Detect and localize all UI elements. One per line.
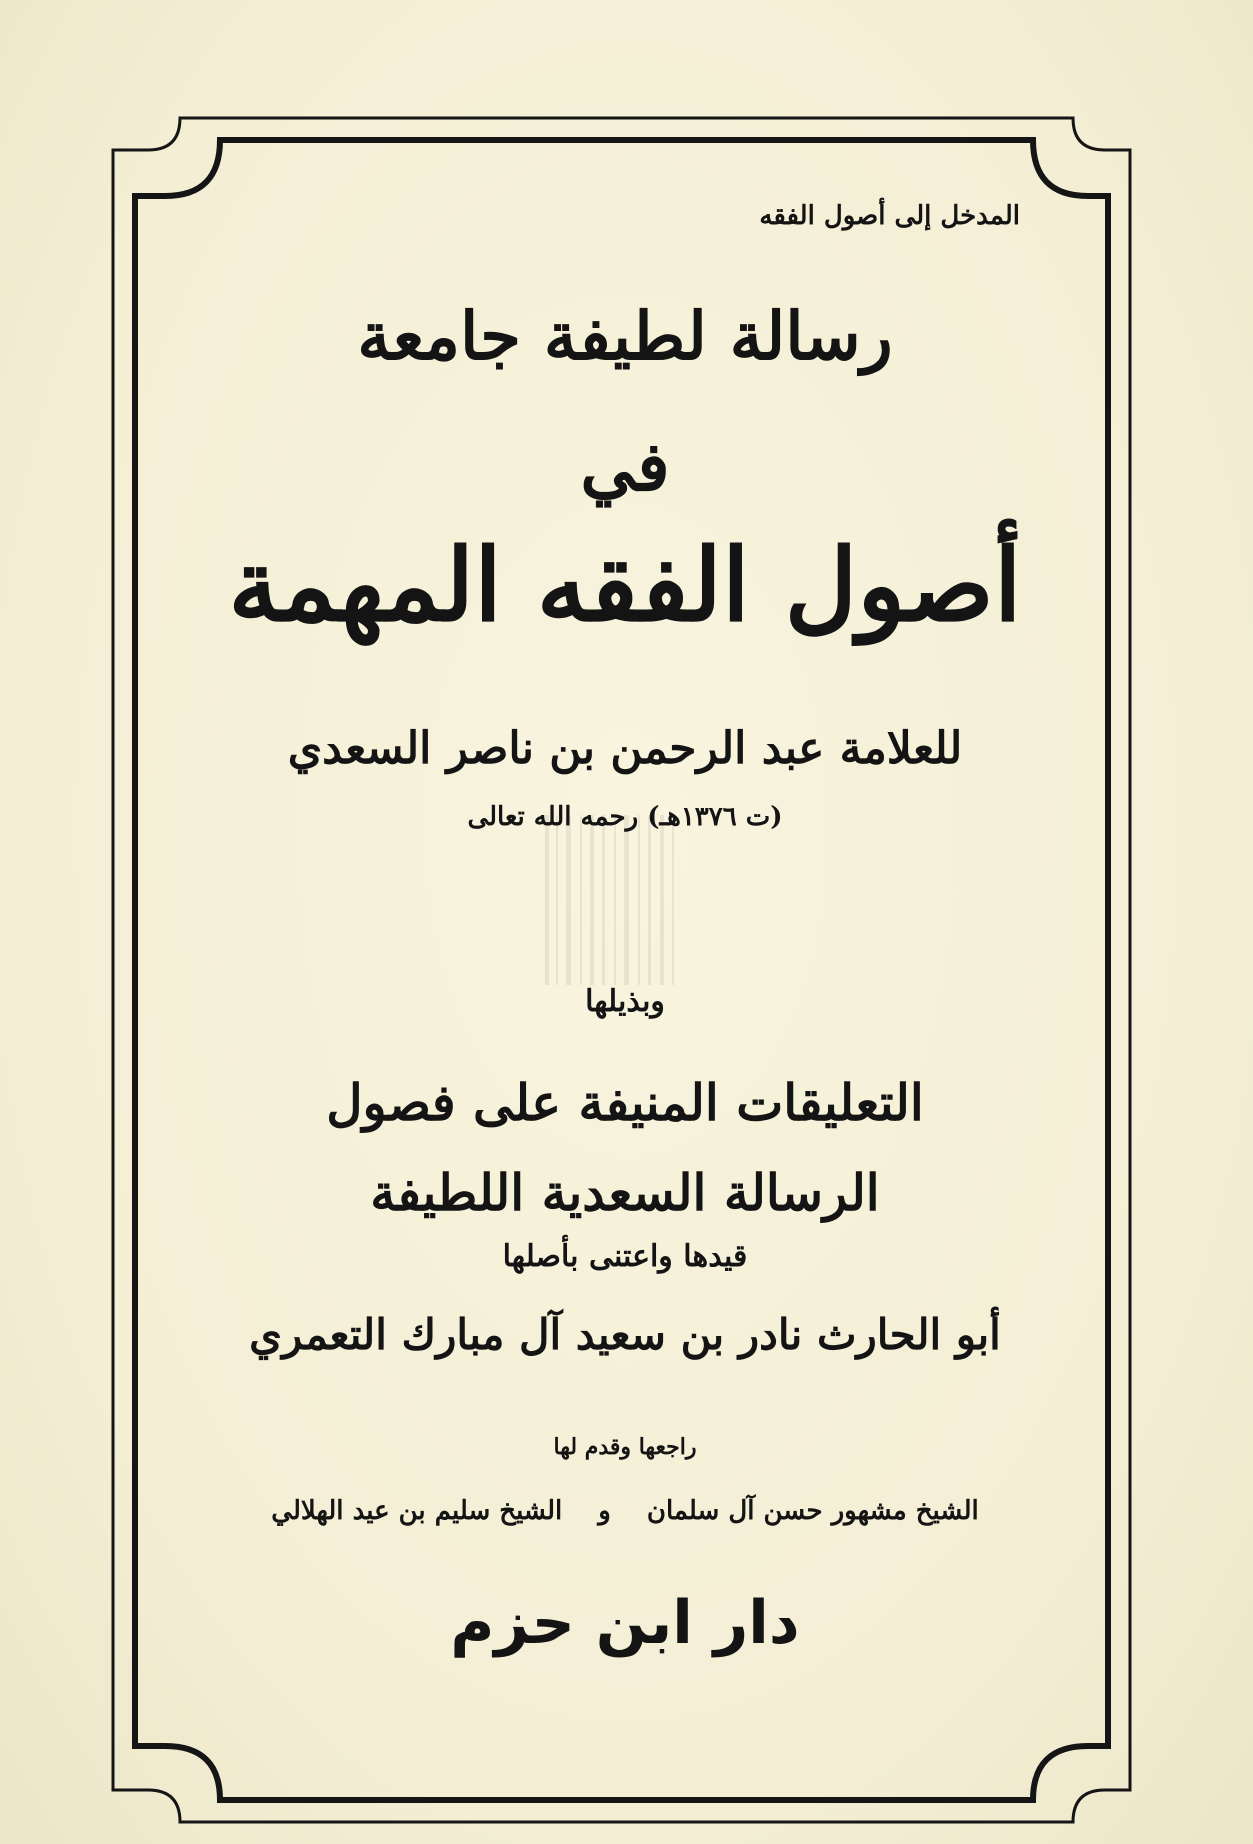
reviewer-1: الشيخ مشهور حسن آل سلمان [646, 1496, 979, 1526]
cover-text-block [200, 180, 1050, 1700]
subtitle-line-2: الرسالة السعدية اللطيفة [370, 1163, 880, 1222]
title-line-2: في [580, 427, 670, 507]
reviewers [200, 1497, 1050, 1526]
reviewed-label: راجعها وقدم لها [553, 1434, 697, 1460]
reviewer-2: الشيخ سليم بن عيد الهلالي [271, 1496, 563, 1526]
author-name: للعلامة عبد الرحمن بن ناصر السعدي [287, 723, 963, 774]
main-title: أصول الفقه المهمة [228, 526, 1022, 644]
title-line-1: رسالة لطيفة جامعة [357, 297, 893, 375]
series-title: المدخل إلى أصول الفقه [759, 201, 1020, 231]
subtitle-line-1: التعليقات المنيفة على فصول [326, 1073, 924, 1132]
reviewer-conjunction: و [598, 1496, 611, 1526]
editor-name: أبو الحارث نادر بن سعيد آل مبارك التعمري [249, 1310, 1001, 1359]
author-death-date: (ت ١٣٧٦هـ) رحمه الله تعالى [467, 802, 783, 832]
edited-by-label: قيدها واعتنى بأصلها [502, 1239, 748, 1274]
publisher-logo: دار ابن حزم [450, 1588, 800, 1658]
appendix-label: وبذيلها [585, 984, 665, 1019]
